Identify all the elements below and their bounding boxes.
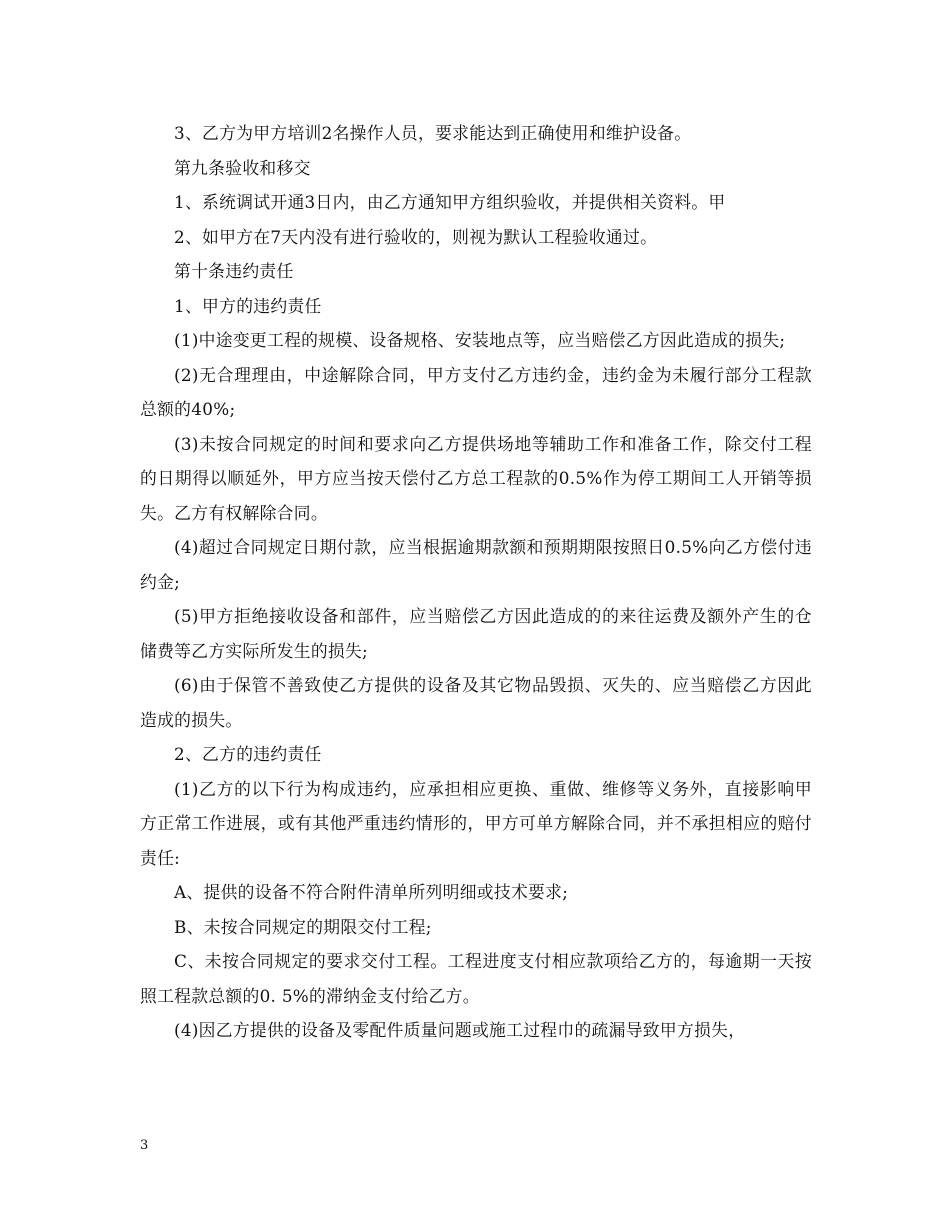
section-heading-acceptance: 第九条验收和移交 xyxy=(174,157,311,178)
paragraph-a-2: (2)无合理理由，中途解除合同，甲方支付乙方违约金，违约金为未履行部分工程款总额的40%; xyxy=(140,364,812,419)
section-heading-liability: 第十条违约责任 xyxy=(174,261,294,281)
paragraph-a-5: (5)甲方拒绝接收设备和部件，应当赔偿乙方因此造成的的来往运费及额外产生的仓储费等乙方实际所发生的损失; xyxy=(140,606,812,661)
paragraph-a-3: (3)未按合同规定的时间和要求向乙方提供场地等辅助工作和准备工作，除交付工程的日期得以顺延外，甲方应当按天偿付乙方总工程款的0.5%作为停工期间工人开销等损失。乙方有权解除合同。 xyxy=(140,433,812,523)
page-number: 3 xyxy=(140,1138,149,1153)
paragraph-b-4: (4)因乙方提供的设备及零配件质量问题或施工过程巾的疏漏导致甲方损失， xyxy=(174,1020,746,1040)
paragraph-b-a: A、提供的设备不符合附件清单所列明细或技术要求; xyxy=(174,882,569,902)
paragraph-a-6: (6)由于保管不善致使乙方提供的设备及其它物品毁损、灭失的、应当赔偿乙方因此造成的损失。 xyxy=(140,675,812,730)
paragraph-a-1: (1)中途变更工程的规模、设备规格、安装地点等，应当赔偿乙方因此造成的损失; xyxy=(174,330,786,350)
document-body xyxy=(140,116,812,1048)
paragraph-a-4: (4)超过合同规定日期付款，应当根据逾期款额和预期期限按照日0.5%向乙方偿付违约金; xyxy=(140,537,812,592)
paragraph-acceptance-2: 2、如甲方在7天内没有进行验收的，则视为默认工程验收通过。 xyxy=(174,226,658,247)
paragraph-b-c: C、未按合同规定的要求交付工程。工程进度支付相应款项给乙方的，每逾期一天按照工程款总额的0. 5%的滞纳金支付给乙方。 xyxy=(140,951,812,1006)
paragraph-training: 3、乙方为甲方培训2名操作人员，要求能达到正确使用和维护设备。 xyxy=(174,123,692,143)
paragraph-b-b: B、未按合同规定的期限交付工程; xyxy=(174,916,432,937)
subheading-party-b-liability: 2、乙方的违约责任 xyxy=(174,744,322,764)
paragraph-b-1: (1)乙方的以下行为构成违约，应承担相应更换、重做、维修等义务外，直接影响甲方正常工作进展，或有其他严重违约情形的，甲方可单方解除合同，并不承担相应的赔付责任: xyxy=(140,778,812,868)
subheading-party-a-liability: 1、甲方的违约责任 xyxy=(174,295,322,316)
paragraph-acceptance-1: 1、系统调试开通3日内，由乙方通知甲方组织验收，并提供相关资料。甲 xyxy=(174,192,726,212)
